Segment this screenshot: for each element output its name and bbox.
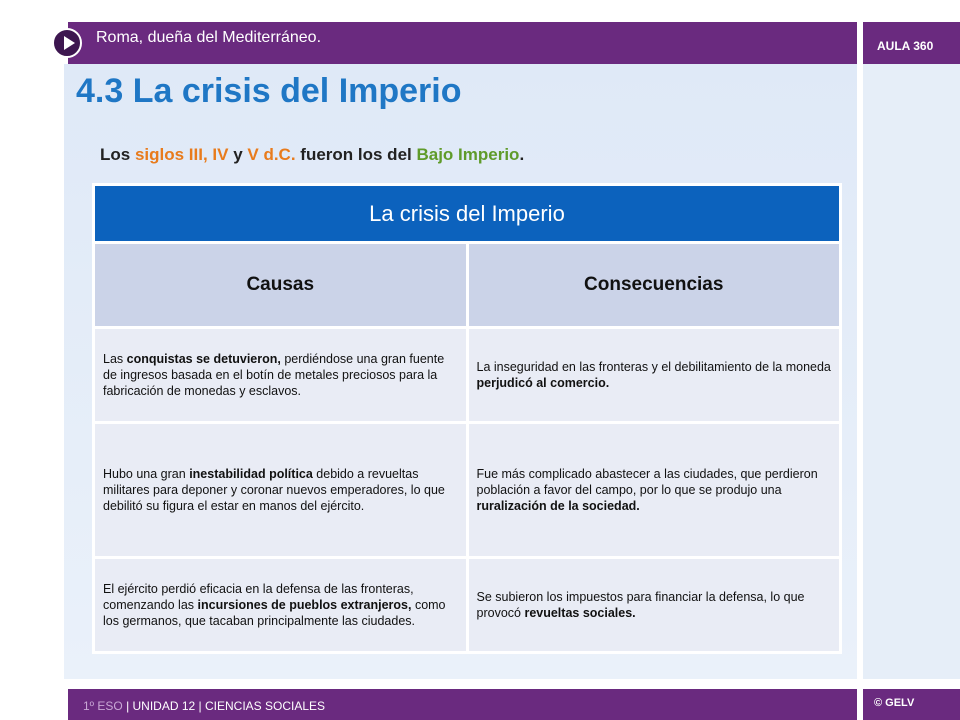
causa-cell: Las conquistas se detuvieron, perdiéndose una gran fuente de ingresos basada en el botín de metales preciosos para la fabricación de monedas y esclavos. xyxy=(94,328,468,423)
subtitle-text: Los xyxy=(100,145,135,164)
causa-cell: El ejército perdió eficacia en la defensa de las fronteras, comenzando las incursiones de pueblos extranjeros, como los germanos, que tacaban principalmente las ciudades. xyxy=(94,558,468,653)
subtitle-period: Bajo Imperio xyxy=(416,145,520,164)
play-icon[interactable] xyxy=(52,28,82,58)
brand-box xyxy=(863,22,960,64)
subtitle-text: y xyxy=(228,145,248,164)
subtitle xyxy=(100,145,524,165)
subtitle-centuries: siglos III, IV xyxy=(134,145,229,164)
side-panel-background xyxy=(863,64,960,679)
brand-logo: AULA 360 xyxy=(877,39,934,53)
table-title: La crisis del Imperio xyxy=(94,185,841,243)
copyright: © GELV xyxy=(874,697,915,709)
table-row xyxy=(94,328,841,423)
table-row xyxy=(94,558,841,653)
column-header-consecuencias: Consecuencias xyxy=(467,243,841,328)
footer-grade: 1º ESO xyxy=(83,699,123,713)
footer-unit: | UNIDAD 12 | CIENCIAS SOCIALES xyxy=(122,699,326,713)
consecuencia-cell: Se subieron los impuestos para financiar la defensa, lo que provocó revueltas sociales. xyxy=(467,558,841,653)
footer-course xyxy=(83,699,325,713)
subtitle-century: V d.C. xyxy=(247,145,296,164)
subtitle-text: fueron los del xyxy=(295,145,417,164)
crisis-table xyxy=(92,183,842,654)
consecuencia-cell: La inseguridad en las fronteras y el debilitamiento de la moneda perjudicó al comercio. xyxy=(467,328,841,423)
header-title: Roma, dueña del Mediterráneo. xyxy=(96,29,322,46)
consecuencia-cell: Fue más complicado abastecer a las ciudades, que perdieron población a favor del campo, por lo que se produjo una ruralización de la sociedad. xyxy=(467,423,841,558)
table-row xyxy=(94,423,841,558)
subtitle-text: . xyxy=(519,145,525,164)
column-header-causas: Causas xyxy=(94,243,468,328)
causa-cell: Hubo una gran inestabilidad política debido a revueltas militares para deponer y coronar nuevos emperadores, lo que debilitó su figura el estar en manos del ejército. xyxy=(94,423,468,558)
page-title: 4.3 La crisis del Imperio xyxy=(76,72,462,110)
